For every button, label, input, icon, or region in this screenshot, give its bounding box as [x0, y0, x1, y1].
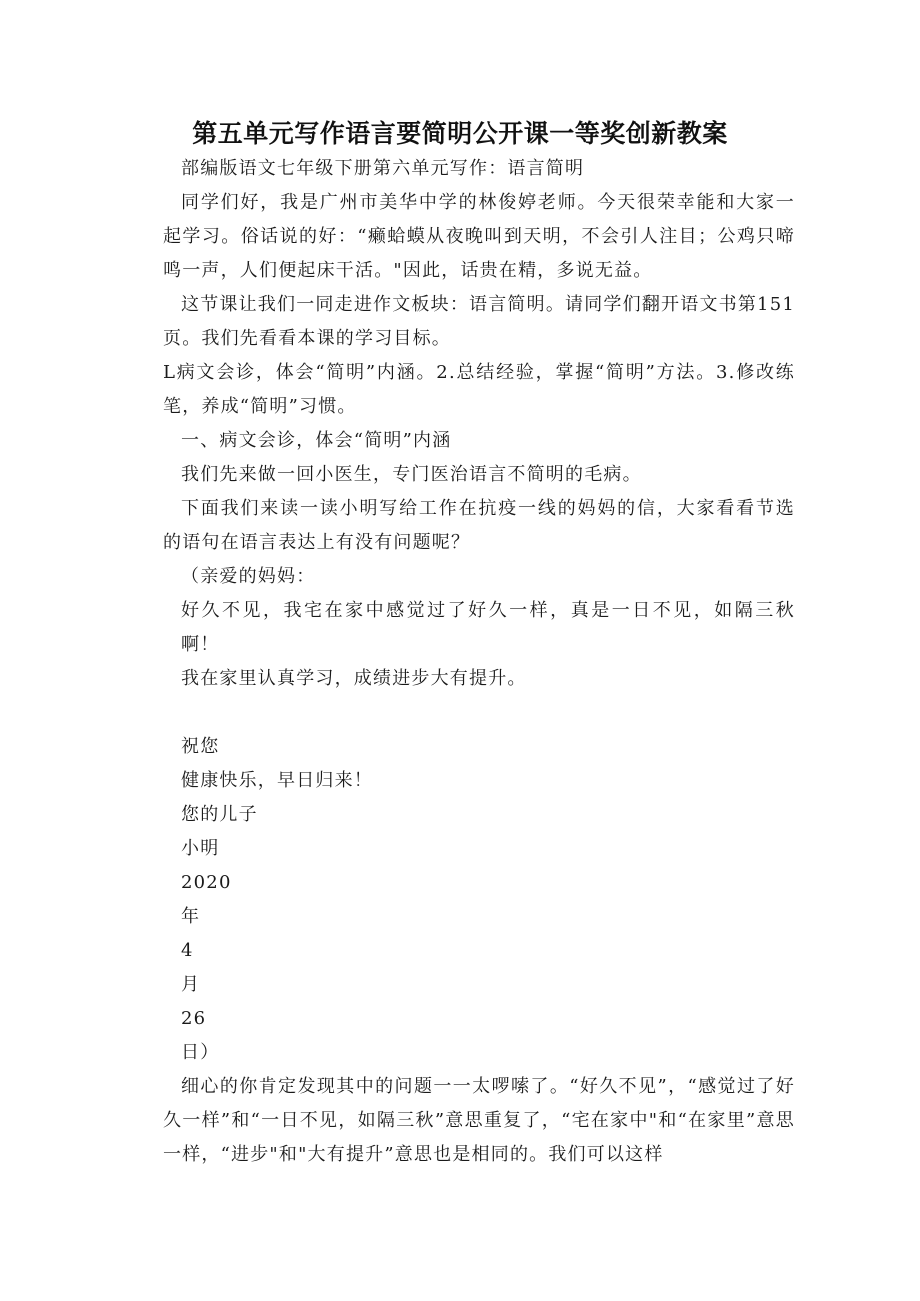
letter-date-year: 2020 [181, 872, 232, 893]
letter-date-year-unit: 年 [181, 906, 201, 927]
letter-line-2: 我在家里认真学习，成绩进步大有提升。 [181, 668, 527, 689]
letter-date-month: 4 [181, 940, 194, 961]
textbook-paragraph: 这节课让我们一同走进作文板块：语言简明。请同学们翻开语文书第151页。我们先看看本课的学习目标。 [163, 294, 795, 349]
intro-paragraph: 同学们好，我是广州市美华中学的林俊婷老师。今天很荣幸能和大家一起学习。俗话说的好：“癞蛤蟆从夜晚叫到天明，不会引人注目；公鸡只啼鸣一声，人们便起床干活。"因此，话贵在精，多说无益。 [163, 192, 795, 281]
letter-intro-paragraph: 下面我们来读一读小明写给工作在抗疫一线的妈妈的信，大家看看节选的语句在语言表达上有没有问题呢？ [163, 498, 795, 553]
section-heading: 一、病文会诊，体会“简明”内涵 [181, 430, 452, 451]
doctor-paragraph: 我们先来做一回小医生，专门医治语言不简明的毛病。 [181, 464, 642, 485]
letter-closing-2: 健康快乐，早日归来！ [181, 770, 373, 791]
letter-date-day-unit: 日） [181, 1042, 220, 1063]
letter-greeting: （亲爱的妈妈： [181, 566, 316, 587]
subtitle-paragraph: 部编版语文七年级下册第六单元写作：语言简明 [181, 158, 585, 179]
letter-line-1: 好久不见，我宅在家中感觉过了好久一样，真是一日不见，如隔三秋啊！ [181, 600, 795, 655]
letter-signature-2: 小明 [181, 838, 220, 859]
letter-date-month-unit: 月 [181, 974, 201, 995]
letter-signature-1: 您的儿子 [181, 804, 258, 825]
analysis-paragraph: 细心的你肯定发现其中的问题一一太啰嗦了。“好久不见”，“感觉过了好久一样”和“一日不见，如隔三秋”意思重复了，“宅在家中"和“在家里”意思一样，“进步"和"大有提升”意思也是相同的。我们可以这样 [163, 1076, 795, 1165]
document-body [163, 152, 795, 1172]
blank-line [163, 696, 795, 730]
document-title: 第五单元写作语言要简明公开课一等奖创新教案 [192, 119, 728, 148]
letter-date-day: 26 [181, 1008, 207, 1029]
objectives-paragraph: L病文会诊，体会“简明”内涵。2.总结经验，掌握“简明”方法。3.修改练笔，养成“简明”习惯。 [163, 362, 795, 417]
letter-closing-1: 祝您 [181, 736, 220, 757]
